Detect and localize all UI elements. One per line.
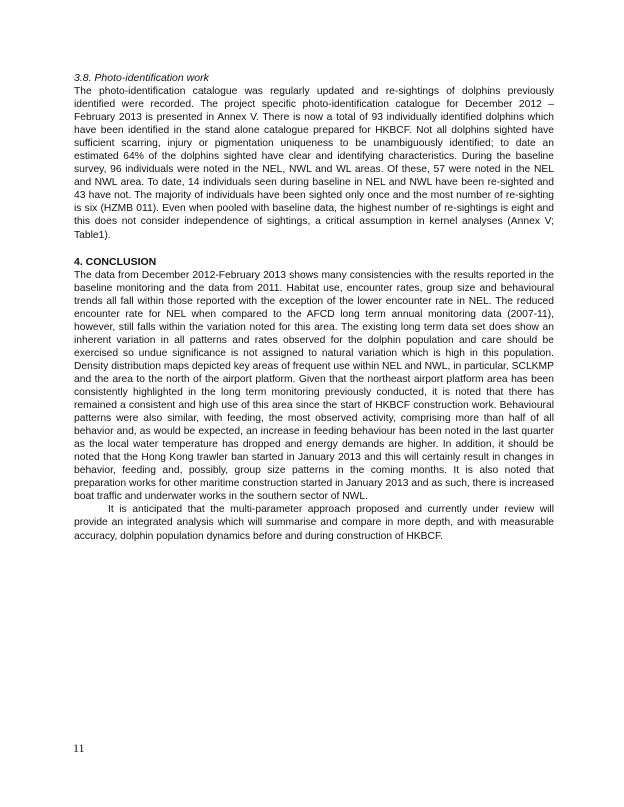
document-page xyxy=(74,72,554,543)
conclusion-paragraph-2: It is anticipated that the multi-parameter approach proposed and currently under review will provide an integrated analysis which will summarise and compare in more depth, and with measurable accuracy, dolphin population dynamics before and during construction of HKBCF. xyxy=(74,504,554,542)
photo-identification-paragraph: The photo-identification catalogue was regularly updated and re-sightings of dolphins previously identified were recorded. The project specific photo-identification catalogue for December 2012 – February 2013 is presented in Annex V. There is now a total of 93 individually identified dolphins which have been identified in the stand alone catalogue prepared for HKBCF. Not all dolphins sighted have sufficient scarring, injury or pigmentation uniqueness to be unambiguously identified; to date an estimated 64% of the dolphins sighted have clear and identifying characteristics. During the baseline survey, 96 individuals were noted in the NEL, NWL and WL areas. Of these, 57 were noted in the NEL and NWL area. To date, 14 individuals seen during baseline in NEL and NWL have been re-sighted and 43 have not. The majority of individuals have been sighted only once and the most number of re-sighting is six (HZMB 011). Even when pooled with baseline data, the highest number of re-sightings is eight and this does not consider independence of sightings, a critical assumption in kernel analyses (Annex V; Table1). xyxy=(74,86,554,241)
section-heading-photo-identification: 3.8. Photo-identification work xyxy=(74,72,209,84)
section-spacer xyxy=(74,242,554,256)
conclusion-paragraph-1: The data from December 2012-February 2013 shows many consistencies with the results reported in the baseline monitoring and the data from 2011. Habitat use, encounter rates, group size and behavioural trends all fall within those reported with the exception of the lower encounter rate in NEL. The reduced encounter rate for NEL when compared to the AFCD long term annual monitoring data (2007-11), however, still falls within the variation noted for this area. The existing long term data set does show an inherent variation in all patterns and rates observed for the dolphin population and care should be exercised so undue significance is not assigned to natural variation which is high in this population. Density distribution maps depicted key areas of frequent use within NEL and NWL, in particular, SCLKMP and the area to the north of the airport platform. Given that the northeast airport platform area has been consistently highlighted in the long term monitoring previously conducted, it is noted that there has remained a consistent and high use of this area since the start of HKBCF construction work. Behavioural patterns were also similar, with feeding, the most observed activity, comprising more than half of all behavior and, as would be expected, an increase in feeding behaviour has been noted in the last quarter as the local water temperature has dropped and energy demands are higher. In addition, it should be noted that the Hong Kong trawler ban started in January 2013 and this will certainly result in changes in behavior, feeding and, possibly, group size patterns in the coming months. It is also noted that preparation works for other maritime construction started in January 2013 and as such, there is increased boat traffic and underwater works in the southern sector of NWL. xyxy=(74,269,554,503)
page-number: 11 xyxy=(73,741,85,755)
section-heading-conclusion: 4. CONCLUSION xyxy=(74,255,157,268)
